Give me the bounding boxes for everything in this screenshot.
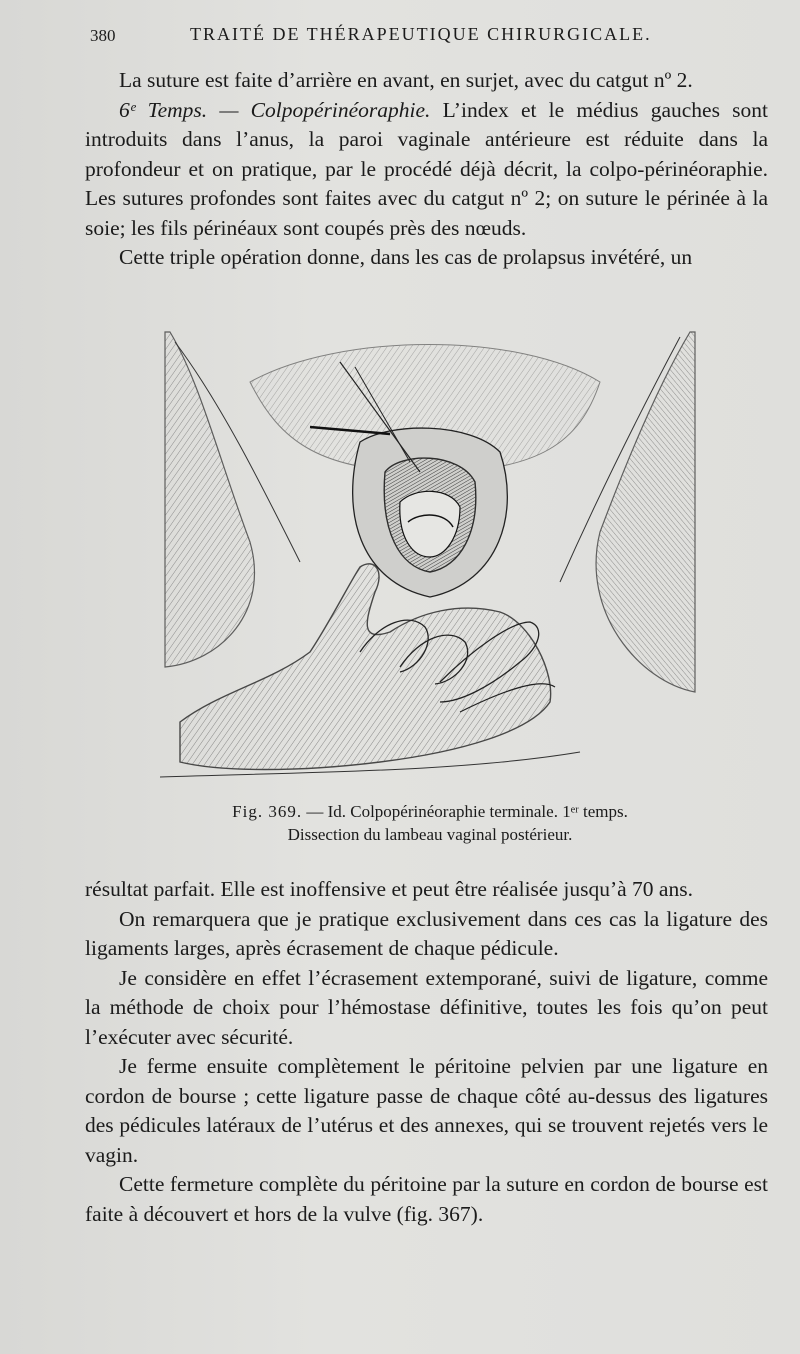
caption-line — [150, 800, 710, 823]
paragraph: Cette triple opération donne, dans les cas de prolapsus invétéré, un — [119, 245, 693, 269]
caption-text: — Id. Colpopérinéoraphie terminale. 1ᵉʳ temps. — [306, 802, 628, 821]
running-head — [90, 24, 770, 54]
paragraph: Je ferme ensuite complètement le péritoine pelvien par une ligature en cordon de bourse ; cette ligature passe de chaque côté au-dessus des ligatures des pédicules latéraux de l’utérus et des annexes, qui se trouvent rejetés vers le vagin. — [85, 1054, 768, 1167]
page-number: 380 — [90, 26, 116, 45]
paragraph-text: L’index et le médius gauches sont introduits dans l’anus, la paroi vaginale antérieure est réduite dans la profondeur et on pratique, par le procédé déjà décrit, la colpo-périnéoraphie. Les sutures profondes sont faites avec du catgut nº 2; on suture le périnée à la soie; les fils périnéaux sont coupés près des nœuds. — [85, 97, 769, 240]
engraving-figure — [160, 322, 700, 792]
text-block-top — [85, 66, 768, 273]
caption-line: Dissection du lambeau vaginal postérieur. — [287, 825, 573, 844]
running-title: TRAITÉ DE THÉRAPEUTIQUE CHIRURGICALE. — [190, 24, 652, 44]
step-heading: 6ᵉ Temps. — Colpopérinéoraphie. — [119, 97, 431, 122]
surgical-illustration — [160, 322, 700, 792]
paragraph — [85, 96, 768, 244]
paragraph: On remarquera que je pratique exclusivement dans ces cas la ligature des ligaments larges, après écrasement de chaque pédicule. — [85, 906, 768, 960]
paragraph: Cette fermeture complète du péritoine par la suture en cordon de bourse est faite à découvert et hors de la vulve (fig. 367). — [85, 1172, 768, 1226]
paragraph: résultat parfait. Elle est inoffensive et peut être réalisée jusqu’à 70 ans. — [85, 877, 693, 901]
figure-label: Fig. 369. — [232, 802, 303, 821]
figure-caption — [150, 800, 710, 846]
paragraph: Je considère en effet l’écrasement extemporané, suivi de ligature, comme la méthode de choix pour l’hémostase définitive, toutes les fois qu’on peut l’exécuter avec sécurité. — [85, 965, 768, 1049]
paragraph: La suture est faite d’arrière en avant, en surjet, avec du catgut nº 2. — [119, 68, 693, 92]
text-block-bottom — [85, 875, 768, 1229]
